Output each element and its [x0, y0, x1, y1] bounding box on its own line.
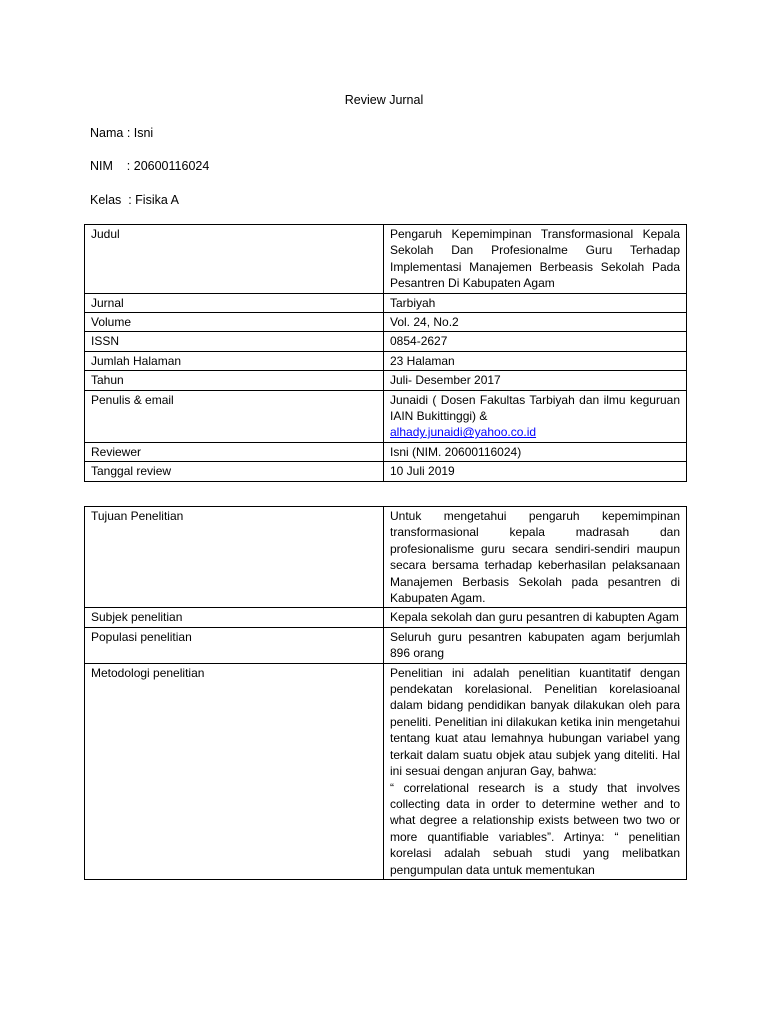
tanggal-review-value: 10 Juli 2019 [384, 462, 687, 481]
table-row [85, 627, 687, 663]
penulis-cell [384, 390, 687, 442]
table-row [85, 371, 687, 390]
table-row [85, 293, 687, 312]
tanggal-review-label: Tanggal review [85, 462, 384, 481]
table-row [85, 332, 687, 351]
judul-value: Pengaruh Kepemimpinan Transformasional Kepala Sekolah Dan Profesionalme Guru Terhadap Implementasi Manajemen Berbeasis Sekolah Pada Pesantren Di Kabupaten Agam [384, 225, 687, 294]
metodologi-paragraph-2: “ correlational research is a study that involves collecting data in order to determine wether and to what degree a relationship exists between two two or more quantifiable variables”. Artinya: “ penelitian korelasi adalah sebuah studi yang melibatkan pengumpulan data untuk mementukan [390, 780, 680, 877]
reviewer-label: Reviewer [85, 442, 384, 461]
volume-label: Volume [85, 313, 384, 332]
metodologi-label: Metodologi penelitian [85, 663, 384, 879]
jumlah-halaman-label: Jumlah Halaman [85, 351, 384, 370]
table-row [85, 462, 687, 481]
subjek-label: Subjek penelitian [85, 608, 384, 627]
tahun-label: Tahun [85, 371, 384, 390]
jurnal-label: Jurnal [85, 293, 384, 312]
table-row [85, 608, 687, 627]
table-row [85, 225, 687, 294]
table-row [85, 663, 687, 879]
journal-info-table [84, 224, 687, 482]
issn-value: 0854-2627 [384, 332, 687, 351]
research-summary-table [84, 506, 687, 880]
metodologi-cell [384, 663, 687, 879]
kelas-line: Kelas : Fisika A [90, 193, 179, 207]
metodologi-paragraph-1: Penelitian ini adalah penelitian kuantitatif dengan pendekatan korelasional. Penelitian korelasioanal dalam bidang pendidikan banyak dilakukan oleh para peneliti. Penelitian ini dilakukan ketika inin mengetahui tentang kuat atau lemahnya hubungan variabel yang terkait dalam suatu objek atau subjek yang diteliti. Hal ini sesuai dengan anjuran Gay, bahwa: [390, 665, 680, 779]
subjek-value: Kepala sekolah dan guru pesantren di kabupten Agam [384, 608, 687, 627]
judul-label: Judul [85, 225, 384, 294]
tujuan-value: Untuk mengetahui pengaruh kepemimpinan transformasional kepala madrasah dan profesionalisme guru secara sendiri-sendiri maupun secara bersama terhadap keberhasilan pelaksanaan Manajemen Berbasis Sekolah pada pesantren di Kabupaten Agam. [384, 507, 687, 608]
page-title: Review Jurnal [344, 93, 424, 107]
issn-label: ISSN [85, 332, 384, 351]
jurnal-value: Tarbiyah [384, 293, 687, 312]
penulis-value: Junaidi ( Dosen Fakultas Tarbiyah dan ilmu keguruan IAIN Bukittinggi) & [390, 392, 680, 424]
nama-line: Nama : Isni [90, 126, 154, 140]
penulis-label: Penulis & email [85, 390, 384, 442]
tujuan-label: Tujuan Penelitian [85, 507, 384, 608]
table-row [85, 390, 687, 442]
nim-line: NIM : 20600116024 [90, 159, 210, 173]
table-row [85, 351, 687, 370]
email-link[interactable]: alhady.junaidi@yahoo.co.id [390, 425, 537, 440]
populasi-value: Seluruh guru pesantren kabupaten agam berjumlah 896 orang [384, 627, 687, 663]
reviewer-value: Isni (NIM. 20600116024) [384, 442, 687, 461]
populasi-label: Populasi penelitian [85, 627, 384, 663]
jumlah-halaman-value: 23 Halaman [384, 351, 687, 370]
volume-value: Vol. 24, No.2 [384, 313, 687, 332]
table-row [85, 313, 687, 332]
table-row [85, 507, 687, 608]
table-row [85, 442, 687, 461]
tahun-value: Juli- Desember 2017 [384, 371, 687, 390]
